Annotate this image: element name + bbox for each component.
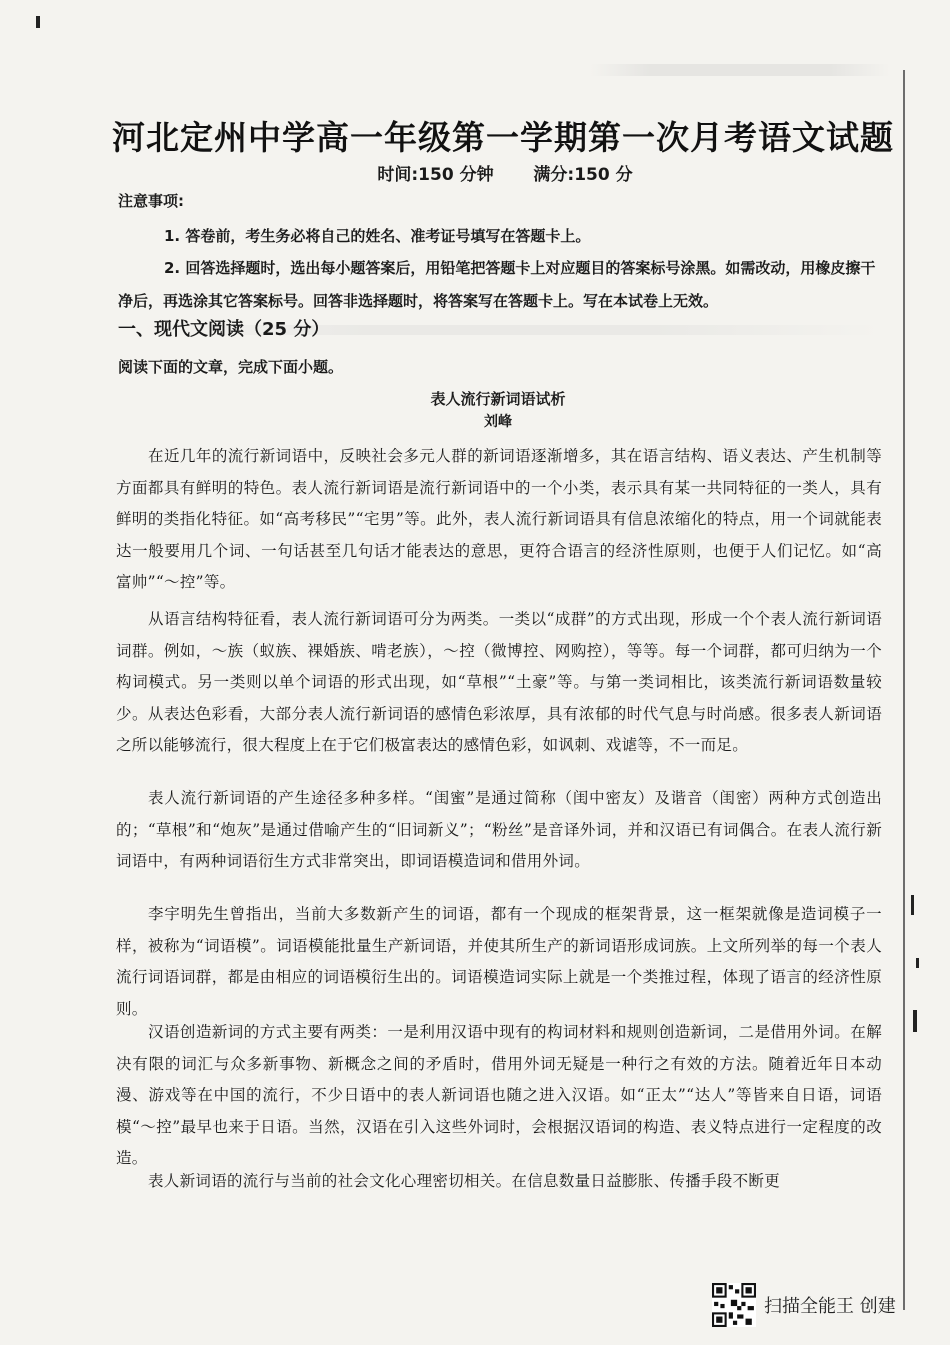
show-through-smudge [590, 64, 890, 76]
scan-speck [913, 1010, 917, 1032]
exam-title: 河北定州中学高一年级第一学期第一次月考语文试题 [112, 118, 894, 157]
reading-instruction: 阅读下面的文章，完成下面小题。 [118, 358, 344, 376]
exam-meta [110, 160, 900, 185]
qr-code-icon [712, 1283, 756, 1327]
notice-item: 2. 回答选择题时，选出每小题答案后，用铅笔把答题卡上对应题目的答案标号涂黑。如需改动，用橡皮擦干净后，再选涂其它答案标号。回答非选择题时，将答案写在答题卡上。写在本试卷上无效。 [118, 259, 876, 310]
article-paragraph: 表人流行新词语的产生途径多种多样。“闺蜜”是通过简称（闺中密友）及谐音（闺密）两种方式创造出的；“草根”和“炮灰”是通过借喻产生的“旧词新义”；“粉丝”是音译外词，并和汉语已有词偶合。在表人流行新词语中，有两种词语衍生方式非常突出，即词语模造词和借用外词。 [116, 789, 882, 870]
article-paragraph: 表人新词语的流行与当前的社会文化心理密切相关。在信息数量日益膨胀、传播手段不断更 [148, 1172, 781, 1190]
article-title: 表人流行新词语试析 [430, 390, 566, 408]
article-paragraph: 汉语创造新词的方式主要有两类：一是利用汉语中现有的构词材料和规则创造新词，二是借用外词。在解决有限的词汇与众多新事物、新概念之间的矛盾时，借用外词无疑是一种行之有效的方法。随着近年日本动漫、游戏等在中国的流行，不少日语中的表人新词语也随之进入汉语。如“正太”“达人”等皆来自日语，词语模“～控”最早也来于日语。当然，汉语在引入这些外词时，会根据汉语词的构造、表义特点进行一定程度的改造。 [116, 1023, 882, 1167]
article-author: 刘峰 [484, 414, 512, 430]
article-paragraph: 从语言结构特征看，表人流行新词语可分为两类。一类以“成群”的方式出现，形成一个个表人流行新词语词群。例如，～族（蚁族、裸婚族、啃老族），～控（微博控、网购控），等等。每一个词群，都可归纳为一个构词模式。另一类则以单个词语的形式出现，如“草根”“土豪”等。与第一类词相比，该类流行新词语数量较少。从表达色彩看，大部分表人流行新词语的感情色彩浓厚，具有浓郁的时代气息与时尚感。很多表人新词语之所以能够流行，很大程度上在于它们极富表达的感情色彩，如讽刺、戏谑等，不一而足。 [116, 610, 882, 754]
scanner-label: 扫描全能王 创建 [764, 1296, 896, 1317]
time-limit: 时间:150 分钟 [377, 165, 494, 185]
notice-item: 1. 答卷前，考生务必将自己的姓名、准考证号填写在答题卡上。 [164, 227, 591, 245]
scan-speck [36, 16, 40, 28]
notice-heading: 注意事项: [118, 192, 184, 210]
section-heading: 一、现代文阅读（25 分） [118, 319, 330, 340]
scan-speck [911, 895, 914, 915]
scan-speck [916, 958, 919, 968]
article-paragraph: 李宇明先生曾指出，当前大多数新产生的词语，都有一个现成的框架背景，这一框架就像是造词模子一样，被称为“词语模”。词语模能批量生产新词语，并使其所生产的新词语形成词族。上文所列举的每一个表人流行词语词群，都是由相应的词语模衍生出的。词语模造词实际上就是一个类推过程，体现了语言的经济性原则。 [116, 905, 882, 1018]
margin-rule [903, 70, 905, 1310]
article-paragraph: 在近几年的流行新词语中，反映社会多元人群的新词语逐渐增多，其在语言结构、语义表达、产生机制等方面都具有鲜明的特色。表人流行新词语是流行新词语中的一个小类，表示具有某一共同特征的一类人，具有鲜明的类指化特征。如“高考移民”“宅男”等。此外，表人流行新词语具有信息浓缩化的特点，用一个词就能表达一般要用几个词、一句话甚至几句话才能表达的意思，更符合语言的经济性原则，也便于人们记忆。如“高富帅”“～控”等。 [116, 447, 882, 591]
scanner-watermark [712, 1283, 896, 1327]
full-score: 满分:150 分 [533, 165, 633, 185]
